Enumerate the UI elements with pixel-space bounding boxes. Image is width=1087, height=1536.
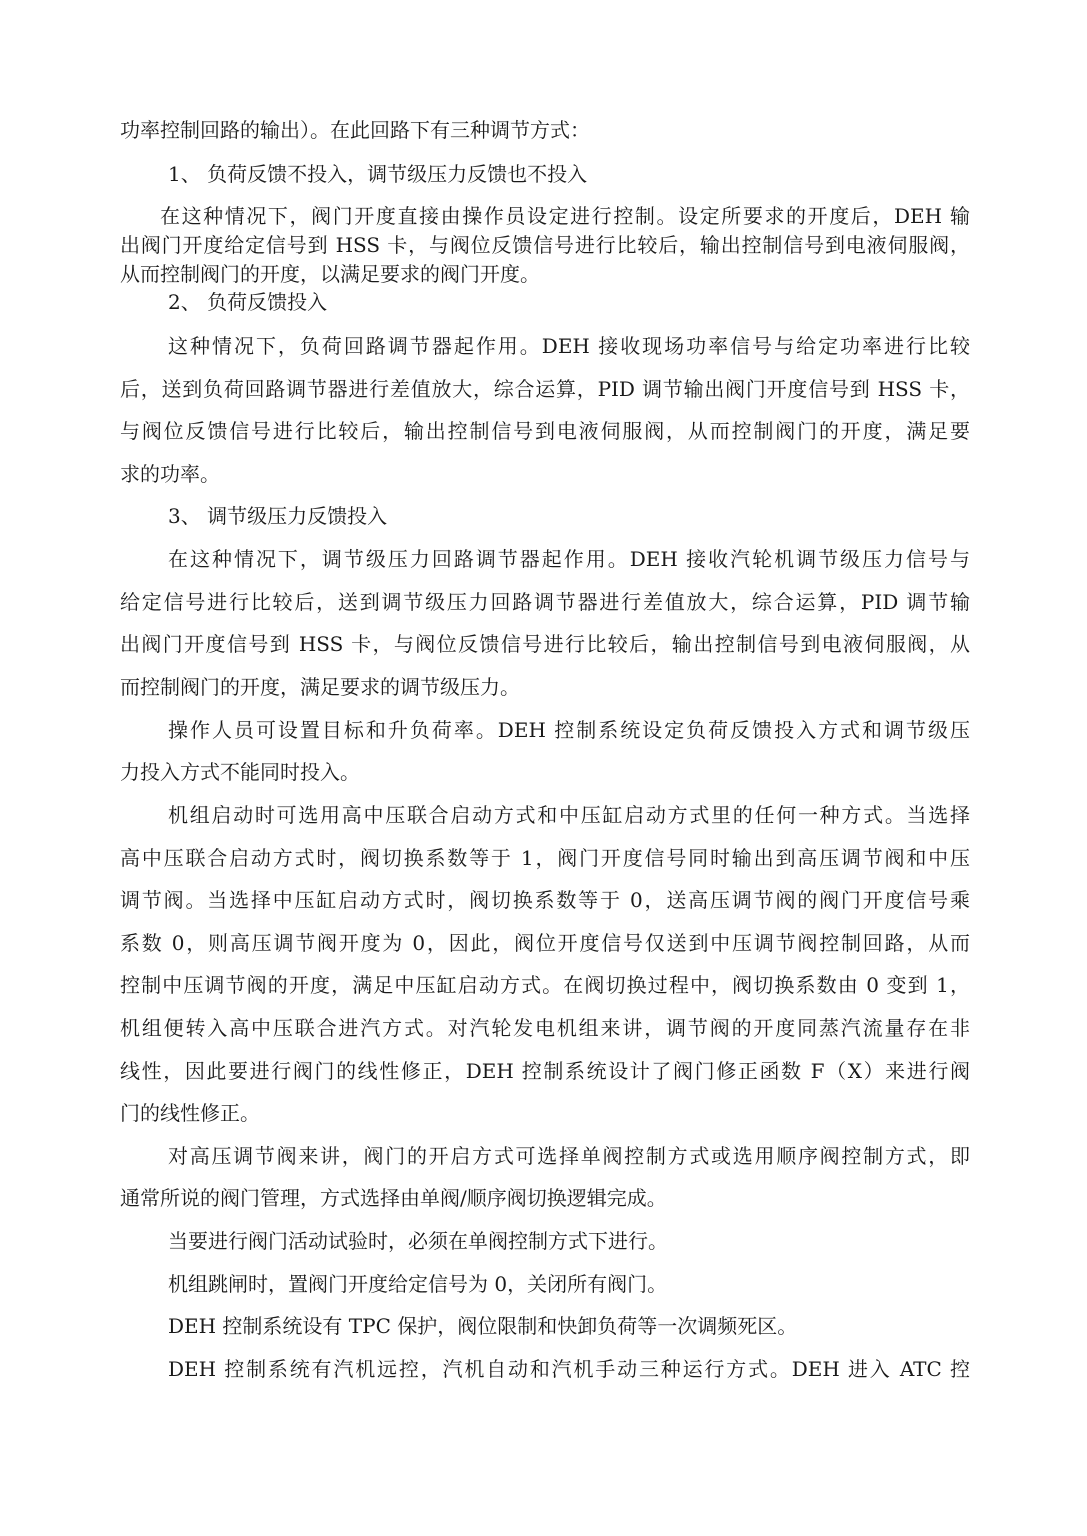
- paragraph-line: 力投入方式不能同时投入。: [120, 760, 360, 784]
- paragraph-line: 调节阀。当选择中压缸启动方式时，阀切换系数等于 0，送高压调节阀的阀门开度信号乘: [120, 888, 970, 912]
- paragraph-line: 控制中压调节阀的开度，满足中压缸启动方式。在阀切换过程中，阀切换系数由 0 变到 1，: [120, 973, 970, 997]
- paragraph-line: 线性，因此要进行阀门的线性修正，DEH 控制系统设计了阀门修正函数 F（X）来进行阀: [120, 1059, 970, 1083]
- paragraph-line: 从而控制阀门的开度，以满足要求的阀门开度。: [120, 262, 540, 286]
- paragraph-line: 功率控制回路的输出）。在此回路下有三种调节方式：: [120, 118, 590, 142]
- paragraph-line: 对高压调节阀来讲，阀门的开启方式可选择单阀控制方式或选用顺序阀控制方式，即: [168, 1144, 970, 1168]
- paragraph-line: 求的功率。: [120, 462, 220, 486]
- paragraph-line: DEH 控制系统有汽机远控，汽机自动和汽机手动三种运行方式。DEH 进入 ATC 控: [168, 1357, 970, 1381]
- paragraph-line: 门的线性修正。: [120, 1101, 260, 1125]
- paragraph-line: 出阀门开度信号到 HSS 卡，与阀位反馈信号进行比较后，输出控制信号到电液伺服阀，从: [120, 632, 970, 656]
- section-heading-3: 3、 调节级压力反馈投入: [168, 504, 388, 528]
- paragraph-line: 出阀门开度给定信号到 HSS 卡，与阀位反馈信号进行比较后，输出控制信号到电液伺服阀，: [120, 233, 970, 257]
- paragraph-line: 当要进行阀门活动试验时，必须在单阀控制方式下进行。: [168, 1229, 668, 1253]
- section-heading-1: 1、 负荷反馈不投入，调节级压力反馈也不投入: [168, 162, 588, 186]
- paragraph-line: 而控制阀门的开度，满足要求的调节级压力。: [120, 675, 520, 699]
- paragraph-line: DEH 控制系统设有 TPC 保护，阀位限制和快卸负荷等一次调频死区。: [168, 1314, 798, 1338]
- paragraph-line: 后，送到负荷回路调节器进行差值放大，综合运算，PID 调节输出阀门开度信号到 HSS 卡，: [120, 377, 970, 401]
- paragraph-line: 在这种情况下，调节级压力回路调节器起作用。DEH 接收汽轮机调节级压力信号与: [168, 547, 970, 571]
- paragraph-line: 与阀位反馈信号进行比较后，输出控制信号到电液伺服阀，从而控制阀门的开度，满足要: [120, 419, 970, 443]
- paragraph-line: 这种情况下，负荷回路调节器起作用。DEH 接收现场功率信号与给定功率进行比较: [168, 334, 970, 358]
- paragraph-line: 操作人员可设置目标和升负荷率。DEH 控制系统设定负荷反馈投入方式和调节级压: [168, 718, 970, 742]
- paragraph-line: 给定信号进行比较后，送到调节级压力回路调节器进行差值放大，综合运算，PID 调节输: [120, 590, 970, 614]
- paragraph-line: 在这种情况下，阀门开度直接由操作员设定进行控制。设定所要求的开度后，DEH 输: [160, 204, 970, 228]
- paragraph-line: 机组跳闸时，置阀门开度给定信号为 0，关闭所有阀门。: [168, 1272, 668, 1296]
- paragraph-line: 高中压联合启动方式时，阀切换系数等于 1，阀门开度信号同时输出到高压调节阀和中压: [120, 846, 970, 870]
- section-heading-2: 2、 负荷反馈投入: [168, 290, 328, 314]
- paragraph-line: 机组启动时可选用高中压联合启动方式和中压缸启动方式里的任何一种方式。当选择: [168, 803, 970, 827]
- paragraph-line: 系数 0，则高压调节阀开度为 0，因此，阀位开度信号仅送到中压调节阀控制回路，从而: [120, 931, 970, 955]
- paragraph-line: 机组便转入高中压联合进汽方式。对汽轮发电机组来讲，调节阀的开度同蒸汽流量存在非: [120, 1016, 970, 1040]
- paragraph-line: 通常所说的阀门管理，方式选择由单阀/顺序阀切换逻辑完成。: [120, 1186, 667, 1210]
